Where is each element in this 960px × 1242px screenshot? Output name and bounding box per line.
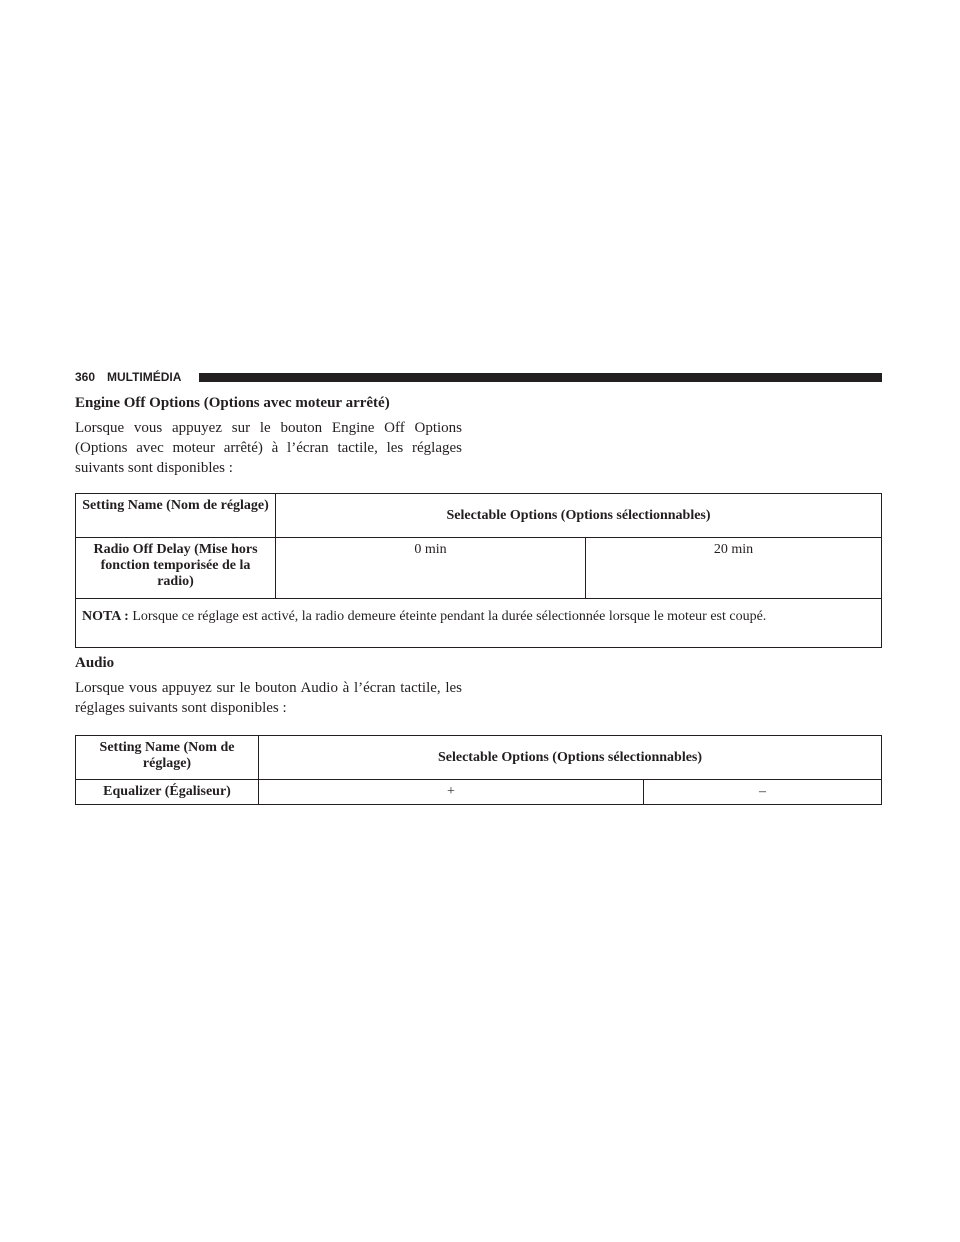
option-20-min: 20 min: [586, 538, 882, 599]
header-rule: [199, 373, 882, 382]
option-0-min: 0 min: [276, 538, 586, 599]
option-plus: +: [259, 780, 644, 805]
option-minus: –: [644, 780, 882, 805]
audio-col-options: Selectable Options (Options sélectionnables): [259, 736, 882, 780]
engine-off-col-options: Selectable Options (Options sélectionnables): [276, 494, 882, 538]
engine-off-table: [75, 493, 882, 648]
audio-intro: Lorsque vous appuyez sur le bouton Audio à l’écran tactile, les réglages suivants sont disponibles :: [75, 680, 462, 716]
audio-heading: Audio: [75, 655, 115, 671]
engine-off-intro: Lorsque vous appuyez sur le bouton Engine Off Options (Options avec moteur arrêté) à l’écran tactile, les réglages suivants sont disponibles :: [75, 420, 462, 476]
page-header: [75, 370, 882, 384]
note-text: Lorsque ce réglage est activé, la radio demeure éteinte pendant la durée sélectionnée lorsque le moteur est coupé.: [132, 609, 767, 624]
engine-off-heading: Engine Off Options (Options avec moteur arrêté): [75, 395, 390, 411]
section-title: MULTIMÉDIA: [107, 370, 182, 384]
engine-off-col-setting: Setting Name (Nom de réglage): [76, 494, 276, 538]
radio-off-delay-label: Radio Off Delay (Mise hors fonction temporisée de la radio): [76, 538, 276, 599]
audio-table: [75, 735, 882, 805]
equalizer-label: Equalizer (Égaliseur): [76, 780, 259, 805]
audio-col-setting: Setting Name (Nom de réglage): [76, 736, 259, 780]
engine-off-note: [76, 599, 882, 648]
page-number: 360: [75, 370, 96, 384]
note-label: NOTA :: [82, 609, 129, 624]
